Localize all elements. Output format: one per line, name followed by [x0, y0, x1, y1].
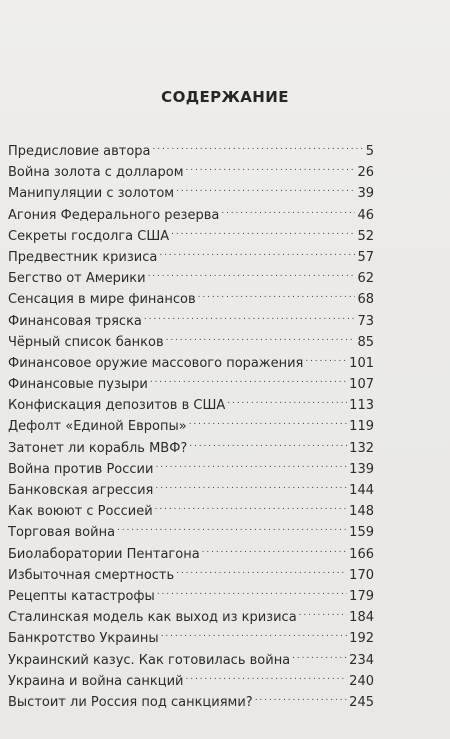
- toc-entry-page-number: 166: [349, 546, 374, 562]
- toc-entry-title: Банкротство Украины: [8, 631, 159, 647]
- dot-leader: [157, 586, 347, 600]
- toc-entry-title: Биолаборатории Пентагона: [8, 546, 200, 562]
- dot-leader: [155, 501, 348, 515]
- toc-entry-page-number: 39: [357, 186, 374, 202]
- toc-entry: [8, 205, 374, 226]
- toc-entry-title: Банковская агрессия: [8, 483, 154, 498]
- toc-entry: [8, 226, 374, 247]
- dot-leader: [202, 544, 348, 558]
- dot-leader: [155, 480, 347, 494]
- toc-entry-title: Украинский казус. Как готовилась война: [8, 652, 291, 668]
- dot-leader: [161, 628, 347, 642]
- toc-entry-page-number: 245: [349, 694, 374, 710]
- toc-entry-title: Агония Федерального резерва: [8, 207, 220, 223]
- toc-entry: [8, 692, 374, 713]
- toc-entry: [8, 183, 374, 204]
- dot-leader: [171, 226, 355, 240]
- toc-entry-title: Рецепты катастрофы: [8, 588, 155, 604]
- dot-leader: [186, 162, 356, 176]
- toc-entry: [8, 332, 374, 353]
- dot-leader: [153, 141, 364, 155]
- toc-entry: [8, 416, 374, 437]
- dot-leader: [221, 205, 355, 219]
- dot-leader: [186, 671, 348, 685]
- toc-entry-page-number: 139: [349, 461, 374, 477]
- toc-entry-page-number: 113: [349, 398, 374, 414]
- toc-entry-page-number: 132: [349, 440, 374, 456]
- toc-entry-title: Манипуляции с золотом: [8, 186, 175, 202]
- toc-entry-page-number: 170: [349, 567, 374, 583]
- toc-entry-title: Финансовая тряска: [8, 313, 142, 329]
- toc-entry: [8, 607, 374, 628]
- toc-entry-page-number: 192: [349, 631, 374, 647]
- dot-leader: [176, 565, 347, 579]
- toc-entry-title: Сталинская модель как выход из кризиса: [8, 610, 297, 626]
- toc-entry: [8, 586, 374, 607]
- toc-entry-title: Предисловие автора: [8, 144, 151, 159]
- dot-leader: [159, 247, 355, 261]
- toc-entry: [8, 395, 374, 416]
- toc-entry: [8, 141, 374, 162]
- dot-leader: [117, 522, 347, 536]
- dot-leader: [166, 332, 356, 346]
- toc-entry-page-number: 62: [357, 271, 374, 287]
- toc-entry-title: Затонет ли корабль МВФ?: [8, 440, 188, 456]
- toc-entry-page-number: 5: [365, 144, 374, 159]
- toc-entry: [8, 268, 374, 289]
- toc-entry-title: Торговая война: [8, 525, 116, 541]
- toc-entry-title: Выстоит ли Россия под санкциями?: [8, 694, 253, 710]
- toc-entry: [8, 501, 374, 522]
- toc-entry: [8, 162, 374, 183]
- toc-entry-title: Финансовое оружие массового поражения: [8, 355, 304, 371]
- toc-entry-title: Украина и война санкций: [8, 673, 184, 689]
- toc-entry-title: Сенсация в мире финансов: [8, 292, 196, 308]
- toc-entry-page-number: 240: [349, 673, 374, 689]
- dot-leader: [189, 438, 347, 452]
- toc-entry-title: Предвестник кризиса: [8, 249, 158, 265]
- toc-entry-page-number: 46: [357, 207, 374, 223]
- toc-entry-page-number: 144: [349, 483, 374, 498]
- toc-entry-title: Финансовые пузыри: [8, 377, 148, 393]
- toc-entry-title: Чёрный список банков: [8, 334, 164, 350]
- toc-entry-page-number: 148: [349, 504, 374, 520]
- dot-leader: [176, 183, 355, 197]
- dot-leader: [227, 395, 347, 409]
- toc-entry-title: Война против России: [8, 461, 154, 477]
- toc-entry: [8, 480, 374, 501]
- toc-entry-title: Бегство от Америки: [8, 271, 146, 287]
- dot-leader: [189, 416, 347, 430]
- toc-entry-title: Дефолт «Единой Европы»: [8, 419, 187, 435]
- toc-entry: [8, 374, 374, 395]
- dot-leader: [155, 459, 347, 473]
- dot-leader: [255, 692, 347, 706]
- page-title: СОДЕРЖАНИЕ: [161, 88, 289, 106]
- dot-leader: [144, 311, 356, 325]
- dot-leader: [299, 607, 348, 621]
- dot-leader: [150, 374, 347, 388]
- toc-entry-page-number: 184: [349, 610, 374, 626]
- dot-leader: [198, 289, 356, 303]
- toc-entry: [8, 289, 374, 310]
- table-of-contents: [8, 141, 374, 713]
- toc-entry: [8, 247, 374, 268]
- toc-entry: [8, 459, 374, 480]
- toc-entry: [8, 311, 374, 332]
- toc-entry: [8, 650, 374, 671]
- toc-entry: [8, 671, 374, 692]
- dot-leader: [292, 650, 347, 664]
- toc-entry-page-number: 107: [349, 377, 374, 393]
- toc-entry: [8, 628, 374, 649]
- toc-entry: [8, 353, 374, 374]
- toc-entry-page-number: 101: [349, 355, 374, 371]
- toc-entry-page-number: 159: [349, 525, 374, 541]
- toc-entry: [8, 522, 374, 543]
- toc-entry-title: Конфискация депозитов в США: [8, 398, 226, 414]
- toc-entry-title: Война золота с долларом: [8, 165, 184, 181]
- toc-entry: [8, 544, 374, 565]
- toc-entry-title: Как воюют с Россией: [8, 504, 153, 520]
- toc-entry-title: Секреты госдолга США: [8, 228, 170, 244]
- toc-entry-page-number: 26: [357, 165, 374, 181]
- toc-entry-title: Избыточная смертность: [8, 567, 175, 583]
- toc-entry-page-number: 57: [357, 249, 374, 265]
- toc-entry: [8, 565, 374, 586]
- toc-entry-page-number: 119: [349, 419, 374, 435]
- toc-entry-page-number: 179: [349, 588, 374, 604]
- toc-entry-page-number: 234: [349, 652, 374, 668]
- toc-entry-page-number: 52: [357, 228, 374, 244]
- toc-entry-page-number: 85: [357, 334, 374, 350]
- toc-entry-page-number: 73: [357, 313, 374, 329]
- dot-leader: [148, 268, 356, 282]
- toc-entry-page-number: 68: [357, 292, 374, 308]
- toc-entry: [8, 438, 374, 459]
- dot-leader: [305, 353, 347, 367]
